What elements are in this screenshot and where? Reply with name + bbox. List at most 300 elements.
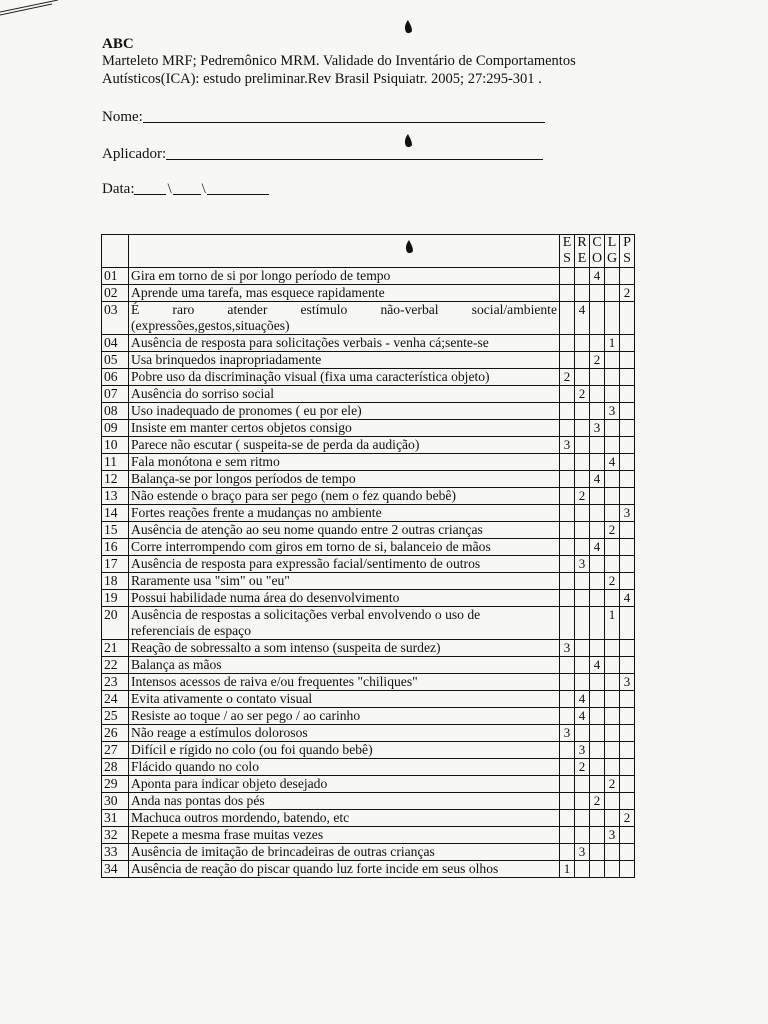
score-cell-co[interactable] bbox=[590, 488, 605, 505]
score-header-letter: S bbox=[563, 251, 571, 266]
score-cell-ps[interactable] bbox=[620, 861, 635, 878]
score-cell-re[interactable]: 2 bbox=[575, 488, 590, 505]
item-description-line: Ausência de imitação de brincadeiras de outras crianças bbox=[131, 844, 435, 859]
item-number: 33 bbox=[102, 844, 129, 861]
score-cell-ps[interactable]: 2 bbox=[620, 285, 635, 302]
score-cell-lg[interactable] bbox=[605, 725, 620, 742]
item-description bbox=[129, 369, 560, 386]
item-number: 31 bbox=[102, 810, 129, 827]
score-cell-lg[interactable] bbox=[605, 268, 620, 285]
score-cell-co[interactable] bbox=[590, 691, 605, 708]
score-cell-es[interactable]: 2 bbox=[560, 369, 575, 386]
score-cell-es[interactable]: 1 bbox=[560, 861, 575, 878]
abc-checklist-table bbox=[101, 234, 635, 878]
date-month-blank[interactable] bbox=[173, 194, 201, 195]
item-description bbox=[129, 471, 560, 488]
item-description-line: Aprende uma tarefa, mas esquece rapidamente bbox=[131, 285, 385, 300]
item-description bbox=[129, 759, 560, 776]
score-cell-ps[interactable] bbox=[620, 776, 635, 793]
score-cell-ps[interactable] bbox=[620, 539, 635, 556]
score-cell-es[interactable] bbox=[560, 657, 575, 674]
table-row bbox=[102, 285, 635, 302]
item-description-line: Flácido quando no colo bbox=[131, 759, 259, 774]
score-column-header bbox=[560, 235, 575, 268]
item-description bbox=[129, 505, 560, 522]
score-cell-re[interactable] bbox=[575, 607, 590, 640]
table-row bbox=[102, 420, 635, 437]
date-day-blank[interactable] bbox=[134, 194, 166, 195]
item-description-line: Corre interrompendo com giros em torno de si, balanceio de mãos bbox=[131, 539, 491, 554]
table-row bbox=[102, 454, 635, 471]
score-header-letter: L bbox=[607, 235, 617, 250]
item-description bbox=[129, 691, 560, 708]
score-cell-es[interactable] bbox=[560, 759, 575, 776]
score-cell-lg[interactable]: 2 bbox=[605, 573, 620, 590]
score-cell-co[interactable] bbox=[590, 810, 605, 827]
score-cell-lg[interactable]: 1 bbox=[605, 335, 620, 352]
score-cell-lg[interactable] bbox=[605, 759, 620, 776]
score-cell-es[interactable] bbox=[560, 742, 575, 759]
score-cell-lg[interactable]: 2 bbox=[605, 776, 620, 793]
score-cell-re[interactable] bbox=[575, 657, 590, 674]
score-cell-co[interactable]: 2 bbox=[590, 793, 605, 810]
score-cell-re[interactable] bbox=[575, 827, 590, 844]
item-description-line: Ausência de resposta para solicitações verbais - venha cá;sente-se bbox=[131, 335, 489, 350]
score-cell-lg[interactable]: 2 bbox=[605, 522, 620, 539]
score-cell-ps[interactable] bbox=[620, 742, 635, 759]
score-cell-co[interactable] bbox=[590, 776, 605, 793]
score-cell-es[interactable] bbox=[560, 827, 575, 844]
score-cell-ps[interactable] bbox=[620, 454, 635, 471]
table-row bbox=[102, 386, 635, 403]
score-cell-re[interactable]: 3 bbox=[575, 742, 590, 759]
score-cell-re[interactable]: 4 bbox=[575, 302, 590, 335]
score-cell-lg[interactable] bbox=[605, 793, 620, 810]
score-cell-es[interactable] bbox=[560, 539, 575, 556]
item-number: 12 bbox=[102, 471, 129, 488]
date-separator: \ bbox=[201, 181, 206, 197]
score-cell-co[interactable] bbox=[590, 827, 605, 844]
item-description-line: Intensos acessos de raiva e/ou frequentes "chiliques" bbox=[131, 674, 418, 689]
item-description-line: Evita ativamente o contato visual bbox=[131, 691, 313, 706]
score-cell-re[interactable] bbox=[575, 674, 590, 691]
item-description-line: Ausência de reação do piscar quando luz forte incide em seus olhos bbox=[131, 861, 499, 876]
score-cell-es[interactable] bbox=[560, 793, 575, 810]
item-description bbox=[129, 573, 560, 590]
score-cell-ps[interactable] bbox=[620, 793, 635, 810]
score-cell-ps[interactable] bbox=[620, 708, 635, 725]
score-cell-ps[interactable]: 3 bbox=[620, 505, 635, 522]
item-number: 08 bbox=[102, 403, 129, 420]
table-row bbox=[102, 742, 635, 759]
score-cell-es[interactable] bbox=[560, 285, 575, 302]
score-cell-ps[interactable] bbox=[620, 725, 635, 742]
score-cell-re[interactable]: 4 bbox=[575, 708, 590, 725]
score-cell-co[interactable]: 4 bbox=[590, 539, 605, 556]
score-cell-es[interactable] bbox=[560, 403, 575, 420]
item-description bbox=[129, 725, 560, 742]
item-description bbox=[129, 844, 560, 861]
score-cell-lg[interactable] bbox=[605, 590, 620, 607]
item-description bbox=[129, 335, 560, 352]
table-row bbox=[102, 471, 635, 488]
score-cell-es[interactable] bbox=[560, 573, 575, 590]
score-cell-re[interactable] bbox=[575, 403, 590, 420]
table-row bbox=[102, 522, 635, 539]
score-cell-es[interactable] bbox=[560, 556, 575, 573]
score-cell-es[interactable] bbox=[560, 708, 575, 725]
score-cell-co[interactable] bbox=[590, 369, 605, 386]
score-cell-re[interactable] bbox=[575, 640, 590, 657]
item-description-line: Ausência de respostas a solicitações verbal envolvendo o uso de bbox=[131, 607, 481, 622]
item-description-line: Uso inadequado de pronomes ( eu por ele) bbox=[131, 403, 362, 418]
score-cell-re[interactable] bbox=[575, 522, 590, 539]
score-cell-re[interactable] bbox=[575, 776, 590, 793]
score-cell-lg[interactable]: 4 bbox=[605, 454, 620, 471]
item-description-line: Não estende o braço para ser pego (nem o fez quando bebê) bbox=[131, 488, 456, 503]
nome-field[interactable] bbox=[102, 109, 545, 126]
aplicador-field[interactable] bbox=[102, 146, 543, 163]
score-cell-ps[interactable] bbox=[620, 607, 635, 640]
score-cell-re[interactable]: 4 bbox=[575, 691, 590, 708]
table-row bbox=[102, 268, 635, 285]
score-cell-co[interactable] bbox=[590, 590, 605, 607]
table-row bbox=[102, 488, 635, 505]
score-cell-lg[interactable]: 3 bbox=[605, 827, 620, 844]
score-cell-re[interactable]: 3 bbox=[575, 844, 590, 861]
score-cell-co[interactable] bbox=[590, 505, 605, 522]
item-description bbox=[129, 793, 560, 810]
aplicador-blank-line[interactable] bbox=[166, 159, 543, 160]
item-description-line: Resiste ao toque / ao ser pego / ao carinho bbox=[131, 708, 361, 723]
table-row bbox=[102, 505, 635, 522]
score-cell-es[interactable] bbox=[560, 691, 575, 708]
item-number: 18 bbox=[102, 573, 129, 590]
score-cell-lg[interactable] bbox=[605, 471, 620, 488]
item-description-line: Ausência do sorriso social bbox=[131, 386, 275, 401]
item-description-line: Fortes reações frente a mudanças no ambiente bbox=[131, 505, 382, 520]
item-number: 22 bbox=[102, 657, 129, 674]
data-field[interactable] bbox=[102, 181, 269, 198]
score-cell-co[interactable] bbox=[590, 861, 605, 878]
score-cell-lg[interactable] bbox=[605, 844, 620, 861]
score-cell-lg[interactable] bbox=[605, 420, 620, 437]
score-cell-lg[interactable] bbox=[605, 386, 620, 403]
score-cell-es[interactable]: 3 bbox=[560, 437, 575, 454]
score-header-letter: O bbox=[591, 251, 603, 266]
score-cell-re[interactable] bbox=[575, 590, 590, 607]
score-cell-lg[interactable] bbox=[605, 657, 620, 674]
score-cell-ps[interactable]: 2 bbox=[620, 810, 635, 827]
score-cell-co[interactable] bbox=[590, 335, 605, 352]
item-description-line: Balança as mãos bbox=[131, 657, 222, 672]
score-cell-co[interactable] bbox=[590, 386, 605, 403]
table-row bbox=[102, 590, 635, 607]
item-description-line: Difícil e rígido no colo (ou foi quando bebê) bbox=[131, 742, 373, 757]
score-cell-es[interactable] bbox=[560, 590, 575, 607]
date-year-blank[interactable] bbox=[207, 194, 269, 195]
score-cell-co[interactable] bbox=[590, 302, 605, 335]
score-cell-ps[interactable] bbox=[620, 522, 635, 539]
score-header-letter: E bbox=[577, 251, 587, 266]
score-cell-re[interactable] bbox=[575, 725, 590, 742]
score-cell-co[interactable] bbox=[590, 437, 605, 454]
score-cell-co[interactable] bbox=[590, 454, 605, 471]
table-row bbox=[102, 810, 635, 827]
score-cell-ps[interactable] bbox=[620, 471, 635, 488]
score-cell-ps[interactable] bbox=[620, 556, 635, 573]
item-description-line: Usa brinquedos inapropriadamente bbox=[131, 352, 322, 367]
score-cell-ps[interactable] bbox=[620, 420, 635, 437]
item-number: 24 bbox=[102, 691, 129, 708]
score-cell-re[interactable] bbox=[575, 454, 590, 471]
item-number: 14 bbox=[102, 505, 129, 522]
item-description bbox=[129, 268, 560, 285]
score-cell-re[interactable] bbox=[575, 369, 590, 386]
score-cell-ps[interactable] bbox=[620, 844, 635, 861]
score-cell-es[interactable] bbox=[560, 776, 575, 793]
score-cell-re[interactable] bbox=[575, 810, 590, 827]
score-cell-es[interactable] bbox=[560, 454, 575, 471]
item-number: 09 bbox=[102, 420, 129, 437]
score-cell-re[interactable] bbox=[575, 573, 590, 590]
score-cell-ps[interactable] bbox=[620, 403, 635, 420]
score-cell-co[interactable]: 4 bbox=[590, 268, 605, 285]
score-cell-es[interactable] bbox=[560, 522, 575, 539]
score-cell-co[interactable] bbox=[590, 573, 605, 590]
aplicador-label: Aplicador: bbox=[102, 146, 167, 162]
score-cell-co[interactable] bbox=[590, 742, 605, 759]
score-cell-re[interactable] bbox=[575, 335, 590, 352]
table-row bbox=[102, 691, 635, 708]
item-description-line: Parece não escutar ( suspeita-se de perda da audição) bbox=[131, 437, 420, 452]
table-header-row bbox=[102, 235, 635, 268]
score-cell-ps[interactable] bbox=[620, 268, 635, 285]
item-description bbox=[129, 607, 560, 640]
item-description bbox=[129, 302, 560, 335]
table-row bbox=[102, 573, 635, 590]
table-row bbox=[102, 861, 635, 878]
score-cell-ps[interactable] bbox=[620, 827, 635, 844]
score-cell-co[interactable] bbox=[590, 844, 605, 861]
score-cell-co[interactable] bbox=[590, 556, 605, 573]
citation-line: Marteleto MRF; Pedremônico MRM. Validade do Inventário de Comportamentos bbox=[102, 53, 576, 69]
score-cell-lg[interactable] bbox=[605, 488, 620, 505]
score-cell-lg[interactable] bbox=[605, 674, 620, 691]
item-description bbox=[129, 810, 560, 827]
score-cell-re[interactable] bbox=[575, 420, 590, 437]
item-header-cell bbox=[129, 235, 560, 268]
score-cell-re[interactable] bbox=[575, 268, 590, 285]
score-cell-ps[interactable] bbox=[620, 369, 635, 386]
table-row bbox=[102, 776, 635, 793]
table-row bbox=[102, 607, 635, 640]
item-description bbox=[129, 742, 560, 759]
table-row bbox=[102, 302, 635, 335]
item-description-line: Ausência de resposta para expressão facial/sentimento de outros bbox=[131, 556, 481, 571]
score-cell-lg[interactable] bbox=[605, 285, 620, 302]
score-cell-re[interactable] bbox=[575, 285, 590, 302]
score-cell-ps[interactable] bbox=[620, 335, 635, 352]
scan-corner-mark bbox=[0, 0, 70, 18]
score-cell-es[interactable] bbox=[560, 505, 575, 522]
item-description bbox=[129, 386, 560, 403]
score-cell-es[interactable] bbox=[560, 607, 575, 640]
score-cell-es[interactable]: 3 bbox=[560, 725, 575, 742]
item-description-line: Fala monótona e sem ritmo bbox=[131, 454, 280, 469]
score-cell-es[interactable] bbox=[560, 674, 575, 691]
table-row bbox=[102, 844, 635, 861]
item-description-line: (expressões,gestos,situações) bbox=[131, 318, 290, 333]
score-cell-ps[interactable] bbox=[620, 352, 635, 369]
score-cell-co[interactable] bbox=[590, 674, 605, 691]
score-cell-lg[interactable] bbox=[605, 352, 620, 369]
item-number: 17 bbox=[102, 556, 129, 573]
score-cell-ps[interactable] bbox=[620, 386, 635, 403]
score-header-letter: C bbox=[592, 235, 602, 250]
score-cell-lg[interactable] bbox=[605, 861, 620, 878]
score-cell-co[interactable]: 4 bbox=[590, 471, 605, 488]
score-cell-co[interactable] bbox=[590, 607, 605, 640]
item-description bbox=[129, 827, 560, 844]
score-cell-lg[interactable] bbox=[605, 369, 620, 386]
document-header bbox=[102, 36, 662, 88]
score-cell-ps[interactable] bbox=[620, 437, 635, 454]
item-description-line: Machuca outros mordendo, batendo, etc bbox=[131, 810, 350, 825]
table-row bbox=[102, 403, 635, 420]
item-number: 20 bbox=[102, 607, 129, 640]
item-description-line: Reação de sobressalto a som intenso (suspeita de surdez) bbox=[131, 640, 441, 655]
score-cell-es[interactable]: 3 bbox=[560, 640, 575, 657]
item-description bbox=[129, 403, 560, 420]
item-number: 05 bbox=[102, 352, 129, 369]
score-cell-re[interactable] bbox=[575, 352, 590, 369]
table-row bbox=[102, 369, 635, 386]
table-body bbox=[102, 268, 635, 878]
score-cell-es[interactable] bbox=[560, 844, 575, 861]
score-cell-co[interactable] bbox=[590, 285, 605, 302]
item-description bbox=[129, 674, 560, 691]
item-number: 10 bbox=[102, 437, 129, 454]
data-label: Data: bbox=[102, 181, 135, 197]
item-number: 06 bbox=[102, 369, 129, 386]
score-cell-co[interactable] bbox=[590, 759, 605, 776]
item-number: 23 bbox=[102, 674, 129, 691]
score-cell-co[interactable] bbox=[590, 708, 605, 725]
score-header-letter: G bbox=[606, 251, 618, 266]
item-number: 32 bbox=[102, 827, 129, 844]
score-cell-es[interactable] bbox=[560, 335, 575, 352]
score-cell-co[interactable]: 3 bbox=[590, 420, 605, 437]
score-cell-lg[interactable] bbox=[605, 437, 620, 454]
score-cell-co[interactable]: 2 bbox=[590, 352, 605, 369]
score-cell-ps[interactable]: 3 bbox=[620, 674, 635, 691]
item-number: 01 bbox=[102, 268, 129, 285]
score-cell-ps[interactable] bbox=[620, 302, 635, 335]
score-cell-re[interactable] bbox=[575, 539, 590, 556]
score-cell-re[interactable] bbox=[575, 793, 590, 810]
score-cell-es[interactable] bbox=[560, 302, 575, 335]
score-cell-co[interactable] bbox=[590, 403, 605, 420]
score-cell-re[interactable] bbox=[575, 471, 590, 488]
item-description-line: Pobre uso da discriminação visual (fixa uma característica objeto) bbox=[131, 369, 490, 384]
item-description bbox=[129, 437, 560, 454]
score-cell-lg[interactable] bbox=[605, 708, 620, 725]
score-cell-lg[interactable] bbox=[605, 691, 620, 708]
item-number: 28 bbox=[102, 759, 129, 776]
document-title: ABC bbox=[102, 36, 134, 52]
score-cell-co[interactable] bbox=[590, 522, 605, 539]
item-description bbox=[129, 352, 560, 369]
score-cell-lg[interactable] bbox=[605, 505, 620, 522]
score-cell-es[interactable] bbox=[560, 352, 575, 369]
item-description bbox=[129, 285, 560, 302]
score-cell-lg[interactable] bbox=[605, 556, 620, 573]
score-cell-lg[interactable] bbox=[605, 539, 620, 556]
score-cell-co[interactable] bbox=[590, 725, 605, 742]
table-row bbox=[102, 352, 635, 369]
item-description-line: Balança-se por longos períodos de tempo bbox=[131, 471, 356, 486]
nome-blank-line[interactable] bbox=[143, 122, 545, 123]
score-cell-lg[interactable] bbox=[605, 302, 620, 335]
score-cell-lg[interactable] bbox=[605, 810, 620, 827]
score-cell-lg[interactable]: 1 bbox=[605, 607, 620, 640]
item-description-line: Gira em torno de si por longo período de tempo bbox=[131, 268, 391, 283]
score-cell-es[interactable] bbox=[560, 488, 575, 505]
score-cell-re[interactable] bbox=[575, 437, 590, 454]
score-cell-co[interactable]: 4 bbox=[590, 657, 605, 674]
table-row bbox=[102, 556, 635, 573]
score-header-letter: P bbox=[623, 235, 631, 250]
score-cell-re[interactable]: 2 bbox=[575, 386, 590, 403]
score-header-letter: S bbox=[623, 251, 631, 266]
score-cell-re[interactable] bbox=[575, 505, 590, 522]
item-description bbox=[129, 590, 560, 607]
nome-label: Nome: bbox=[102, 109, 143, 125]
score-cell-es[interactable] bbox=[560, 268, 575, 285]
score-cell-re[interactable] bbox=[575, 861, 590, 878]
score-cell-lg[interactable] bbox=[605, 640, 620, 657]
score-cell-es[interactable] bbox=[560, 810, 575, 827]
score-cell-ps[interactable] bbox=[620, 657, 635, 674]
item-description-line: Aponta para indicar objeto desejado bbox=[131, 776, 328, 791]
table-row bbox=[102, 674, 635, 691]
score-cell-lg[interactable] bbox=[605, 742, 620, 759]
score-cell-es[interactable] bbox=[560, 420, 575, 437]
score-cell-re[interactable]: 3 bbox=[575, 556, 590, 573]
table-row bbox=[102, 793, 635, 810]
score-cell-ps[interactable] bbox=[620, 691, 635, 708]
score-cell-ps[interactable]: 4 bbox=[620, 590, 635, 607]
item-number: 16 bbox=[102, 539, 129, 556]
item-number: 21 bbox=[102, 640, 129, 657]
score-cell-co[interactable] bbox=[590, 640, 605, 657]
item-description-line: Insiste em manter certos objetos consigo bbox=[131, 420, 352, 435]
score-cell-es[interactable] bbox=[560, 386, 575, 403]
score-cell-es[interactable] bbox=[560, 471, 575, 488]
score-cell-ps[interactable] bbox=[620, 640, 635, 657]
score-cell-ps[interactable] bbox=[620, 488, 635, 505]
score-header-letter: R bbox=[577, 235, 587, 250]
score-cell-ps[interactable] bbox=[620, 759, 635, 776]
item-description bbox=[129, 776, 560, 793]
item-description bbox=[129, 556, 560, 573]
score-cell-re[interactable]: 2 bbox=[575, 759, 590, 776]
score-cell-ps[interactable] bbox=[620, 573, 635, 590]
score-cell-lg[interactable]: 3 bbox=[605, 403, 620, 420]
item-description-line: É raro atender estímulo não-verbal social/ambiente bbox=[131, 302, 557, 317]
item-number: 02 bbox=[102, 285, 129, 302]
